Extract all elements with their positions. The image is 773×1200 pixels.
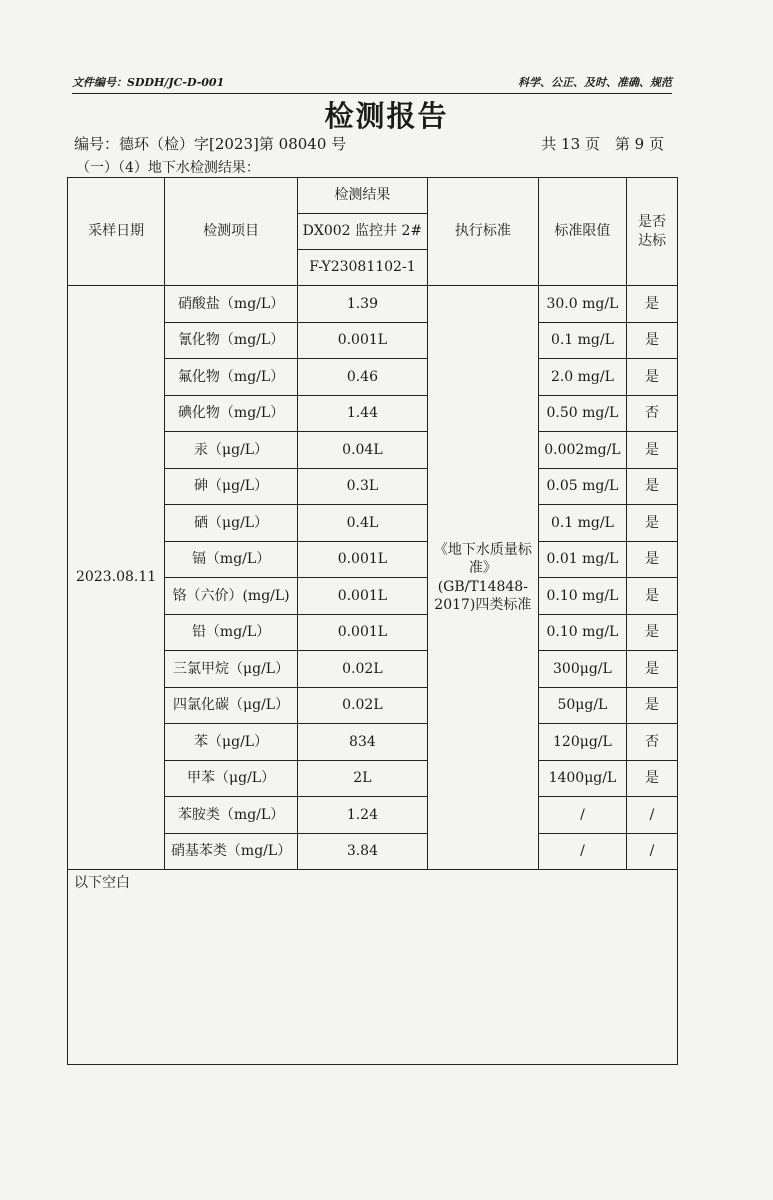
test-item: 甲苯（μg/L） [165,760,298,797]
standard-limit: 0.10 mg/L [538,578,626,615]
motto: 科学、公正、及时、准确、规范 [518,76,672,89]
test-result: 0.001L [297,614,427,651]
pass-status: 否 [627,724,678,761]
page-title: 检测报告 [324,99,449,133]
pass-status: 是 [627,286,678,323]
test-result: 0.02L [297,651,427,688]
test-item: 碘化物（mg/L） [165,395,298,432]
standard-limit: 0.01 mg/L [538,541,626,578]
pass-status: 是 [627,760,678,797]
test-item: 氰化物（mg/L） [165,322,298,359]
test-result: 1.24 [297,797,427,834]
test-result: 0.46 [297,359,427,396]
pass-status: 是 [627,505,678,542]
results-table [67,177,678,1065]
report-number: 编号：德环（检）字[2023]第 08040 号 [74,135,347,153]
test-result: 1.44 [297,395,427,432]
test-item: 硝酸盐（mg/L） [165,286,298,323]
pass-status: 是 [627,359,678,396]
table-row [68,286,678,323]
blank-note: 以下空白 [68,870,678,1065]
header-result: 检测结果 [297,178,427,214]
document-header [72,74,672,94]
pass-status: 否 [627,395,678,432]
standard-limit: / [538,833,626,870]
test-result: 0.001L [297,322,427,359]
header-sample-id: F-Y23081102-1 [297,250,427,286]
test-item: 四氯化碳（μg/L） [165,687,298,724]
standard-limit: / [538,797,626,834]
standard-limit: 0.1 mg/L [538,505,626,542]
pass-status: / [627,833,678,870]
standard-limit: 0.1 mg/L [538,322,626,359]
test-item: 氟化物（mg/L） [165,359,298,396]
test-result: 0.04L [297,432,427,469]
standard-limit: 0.10 mg/L [538,614,626,651]
pass-status: 是 [627,468,678,505]
standard-limit: 0.05 mg/L [538,468,626,505]
test-result: 0.02L [297,687,427,724]
header-pass: 是否达标 [627,178,678,286]
test-item: 硒（μg/L） [165,505,298,542]
test-result: 0.3L [297,468,427,505]
test-result: 0.4L [297,505,427,542]
header-standard: 执行标准 [427,178,538,286]
meta-row [74,133,664,154]
test-item: 三氯甲烷（μg/L） [165,651,298,688]
header-date: 采样日期 [68,178,165,286]
standard-limit: 2.0 mg/L [538,359,626,396]
header-item: 检测项目 [165,178,298,286]
pass-status: 是 [627,578,678,615]
standard-limit: 0.50 mg/L [538,395,626,432]
header-location: DX002 监控井 2# [297,214,427,250]
test-item: 砷（μg/L） [165,468,298,505]
test-item: 铬（六价）(mg/L) [165,578,298,615]
test-item: 铅（mg/L） [165,614,298,651]
pass-status: / [627,797,678,834]
sampling-date: 2023.08.11 [68,286,165,870]
test-item: 苯（μg/L） [165,724,298,761]
test-result: 1.39 [297,286,427,323]
test-item: 硝基苯类（mg/L） [165,833,298,870]
pass-status: 是 [627,322,678,359]
page-info: 共 13 页 第 9 页 [541,135,664,153]
test-result: 2L [297,760,427,797]
test-result: 0.001L [297,578,427,615]
header-limit: 标准限值 [538,178,626,286]
test-result: 834 [297,724,427,761]
pass-status: 是 [627,687,678,724]
standard-limit: 120μg/L [538,724,626,761]
pass-status: 是 [627,432,678,469]
standard-limit: 50μg/L [538,687,626,724]
test-item: 苯胺类（mg/L） [165,797,298,834]
test-item: 镉（mg/L） [165,541,298,578]
pass-status: 是 [627,614,678,651]
file-number: 文件编号：SDDH/JC-D-001 [72,76,225,89]
test-result: 3.84 [297,833,427,870]
section-title: （一）（4）地下水检测结果： [76,160,260,176]
standard-reference: 《地下水质量标准》(GB/T14848-2017)四类标准 [427,286,538,870]
standard-limit: 1400μg/L [538,760,626,797]
standard-limit: 300μg/L [538,651,626,688]
pass-status: 是 [627,651,678,688]
pass-status: 是 [627,541,678,578]
test-item: 汞（μg/L） [165,432,298,469]
standard-limit: 0.002mg/L [538,432,626,469]
standard-limit: 30.0 mg/L [538,286,626,323]
test-result: 0.001L [297,541,427,578]
